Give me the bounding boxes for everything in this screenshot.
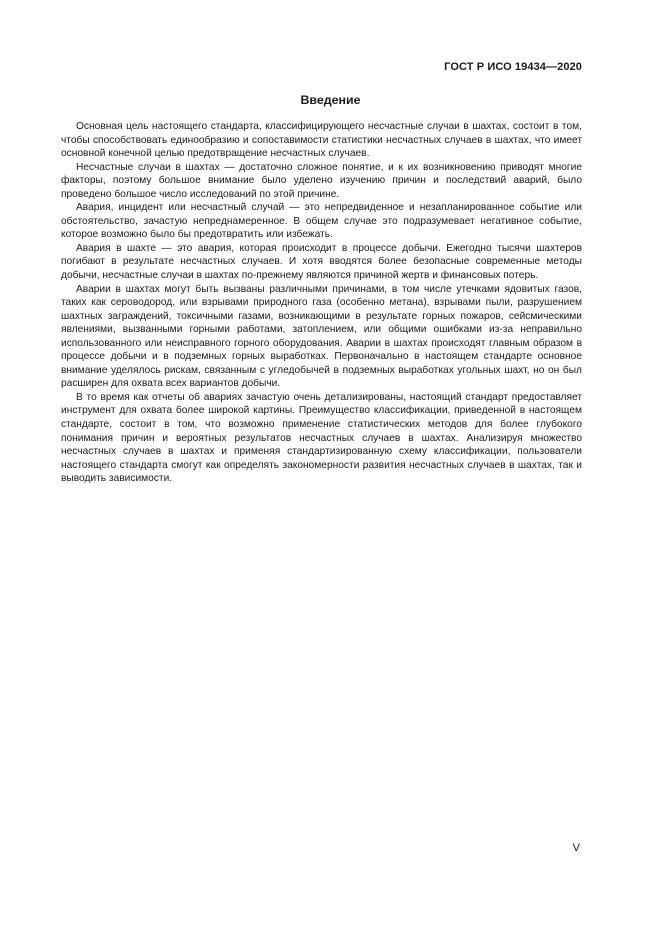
paragraph: Несчастные случаи в шахтах — достаточно сложное понятие, и к их возникновению приводят многие факторы, поэтому большое внимание было уделено изучению причин и последствий аварий, было проведено большое число исследований по этой причине. [61,161,582,200]
paragraph: В то время как отчеты об авариях зачастую очень детализированы, настоящий стандарт предоставляет инструмент для охвата более широкой картины. Преимущество классификации, приведенной в настоящем стандарте, состоит в том, что возможно применение статистических методов для более глубокого понимания причин и вероятных результатов несчастных случаев в шахтах. Анализируя множество несчастных случаев в шахтах и применяя стандартизированную схему классификации, пользователи настоящего стандарта смогут как определять закономерности развития несчастных случаев в шахтах, так и выводить зависимости. [61,391,582,485]
standard-id: ГОСТ Р ИСО 19434—2020 [444,61,582,73]
paragraph: Аварии в шахтах могут быть вызваны различными причинами, в том числе утечками ядовитых газов, таких как сероводород, или взрывами природного газа (особенно метана), взрывами пыли, разрушением шахтных заграждений, токсичными газами, возникающими в результате горных пожаров, сейсмическими явлениями, вызванными горными работами, затоплением, или общими ошибками из-за неправильно использованного или неисправного горного оборудования. Аварии в шахтах происходят главным образом в процессе добычи и в подземных горных выработках. Первоначально в настоящем стандарте основное внимание уделялось рискам, связанным с угледобычей в подземных выработках угольных шахт, но он был расширен для охвата всех вариантов добычи. [61,283,582,390]
page-number: V [572,842,580,854]
body-text [61,120,582,486]
paragraph: Авария в шахте — это авария, которая происходит в процессе добычи. Ежегодно тысячи шахтеров погибают в результате несчастных случаев. И хотя вводятся более безопасные современные методы добычи, несчастные случаи в шахтах по-прежнему являются причиной жертв и финансовых потерь. [61,242,582,282]
section-title: Введение [300,93,361,107]
paragraph: Основная цель настоящего стандарта, классифицирующего несчастные случаи в шахтах, состоит в том, чтобы способствовать единообразию и сопоставимости статистики несчастных случаев в шахтах, что имеет основной конечной целью предотвращение несчастных случаев. [61,121,582,160]
paragraph: Авария, инцидент или несчастный случай — это непредвиденное и незапланированное событие или обстоятельство, зачастую непреднамеренное. В общем случае это подразумевает негативное событие, которое возможно было бы предотвратить или избежать. [61,202,582,241]
